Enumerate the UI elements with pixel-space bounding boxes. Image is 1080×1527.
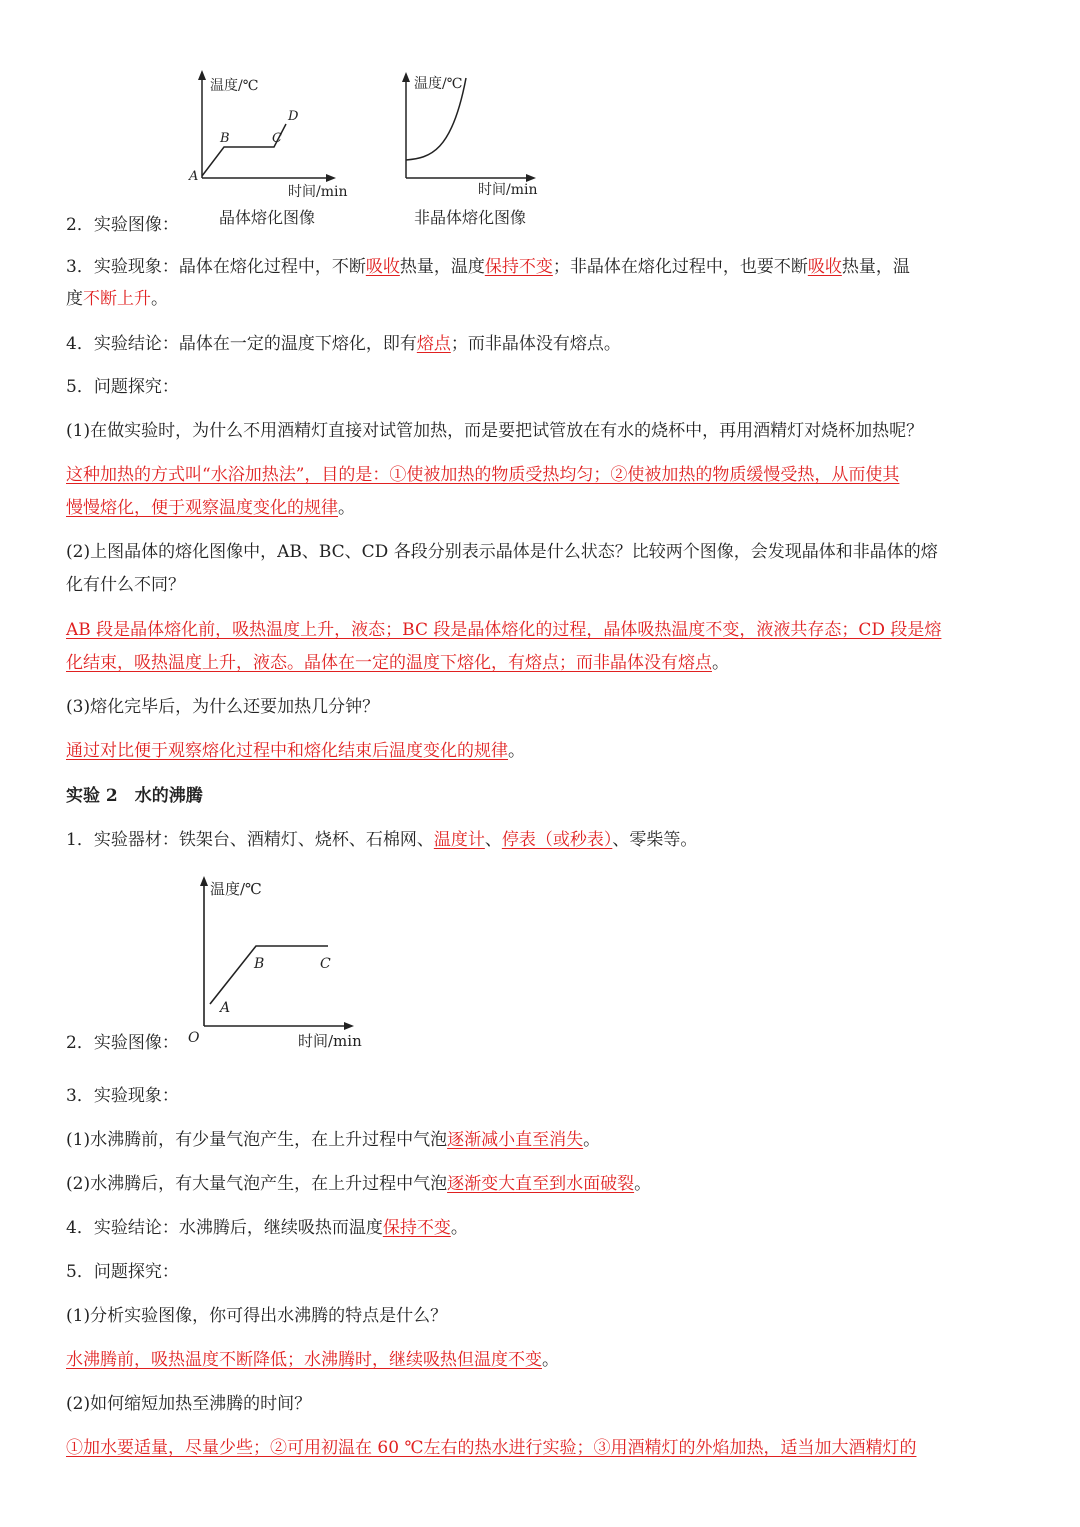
s2-item3: 3．实验现象： (66, 1086, 179, 1106)
boiling-origin: O (188, 1030, 200, 1046)
answer-thermometer: 温度计 (433, 830, 485, 850)
crystal-caption: 晶体熔化图像 (219, 208, 316, 227)
noncrystal-xlabel: 时间/min (478, 182, 538, 198)
s2-item2: 2．实验图像： (66, 1033, 179, 1053)
s2-a1: 水沸腾前，吸热温度不断降低；水沸腾时，继续吸热但温度不变。 (66, 1350, 559, 1370)
answer-keep-constant: 保持不变 (484, 257, 553, 277)
s1-a2-line2: 化结束，吸热温度上升，液态。晶体在一定的温度下熔化，有熔点；而非晶体没有熔点。 (66, 653, 729, 673)
boiling-point-c: C (320, 956, 331, 972)
s2-q2: (2)如何缩短加热至沸腾的时间？ (66, 1394, 312, 1414)
s2-p2: (2)水沸腾后，有大量气泡产生，在上升过程中气泡逐渐变大直至到水面破裂。 (66, 1174, 652, 1194)
noncrystal-ylabel: 温度/℃ (414, 76, 463, 92)
s1-q2-line2: 化有什么不同？ (66, 575, 185, 595)
s1-item3-line2: 度不断上升。 (66, 289, 168, 309)
point-b: B (220, 131, 230, 146)
s1-a2-line1: AB 段是晶体熔化前，吸热温度上升，液态；BC 段是晶体熔化的过程，晶体吸热温度不变，液液共存态；CD 段是熔 (66, 620, 942, 640)
s2-item5: 5．问题探究： (66, 1262, 179, 1282)
s1-item5: 5．问题探究： (66, 377, 179, 397)
s2-q1: (1)分析实验图像，你可得出水沸腾的特点是什么？ (66, 1306, 448, 1326)
boiling-point-b: B (254, 956, 265, 972)
s1-q3: (3)熔化完毕后，为什么还要加热几分钟？ (66, 697, 380, 717)
crystal-ylabel: 温度/℃ (210, 78, 259, 94)
s2-item1: 1．实验器材：铁架台、酒精灯、烧杯、石棉网、温度计、停表（或秒表）、零柴等。 (66, 830, 698, 850)
boiling-point-a: A (220, 1000, 231, 1016)
noncrystal-caption: 非晶体熔化图像 (414, 208, 527, 227)
answer-absorb-1: 吸收 (365, 257, 400, 277)
point-c: C (272, 131, 282, 146)
boiling-graph (180, 870, 380, 1055)
s1-item4: 4．实验结论：晶体在一定的温度下熔化，即有熔点；而非晶体没有熔点。 (66, 334, 621, 354)
s1-a1-line2: 慢慢熔化，便于观察温度变化的规律。 (66, 498, 355, 518)
s1-q2-line1: (2)上图晶体的熔化图像中，AB、BC、CD 各段分别表示晶体是什么状态？比较两个图像，会发现晶体和非晶体的熔 (66, 542, 938, 562)
crystal-xlabel: 时间/min (288, 184, 348, 200)
s2-a2: ①加水要适量，尽量少些；②可用初温在 60 ℃左右的热水进行实验；③用酒精灯的外焰加热，适当加大酒精灯的 (66, 1438, 917, 1458)
s1-item3-line1: 3．实验现象：晶体在熔化过程中，不断吸收热量，温度保持不变；非晶体在熔化过程中，也要不断吸收热量，温 (66, 257, 910, 277)
s1-q1: (1)在做实验时，为什么不用酒精灯直接对试管加热，而是要把试管放在有水的烧杯中，再用酒精灯对烧杯加热呢？ (66, 421, 924, 441)
s2-p1: (1)水沸腾前，有少量气泡产生，在上升过程中气泡逐渐减小直至消失。 (66, 1130, 601, 1150)
answer-keep-rising: 不断上升 (83, 289, 151, 309)
s2-title: 实验 2 水的沸腾 (66, 786, 203, 806)
s1-a3: 通过对比便于观察熔化过程中和熔化结束后温度变化的规律。 (66, 741, 525, 761)
answer-stopwatch: 停表（或秒表） (501, 830, 613, 850)
s2-item4: 4．实验结论：水沸腾后，继续吸热而温度保持不变。 (66, 1218, 468, 1238)
s1-item2: 2．实验图像： (66, 215, 179, 235)
answer-absorb-2: 吸收 (807, 257, 842, 277)
noncrystal-melting-graph (390, 66, 550, 206)
point-d: D (288, 109, 299, 124)
boiling-ylabel: 温度/℃ (210, 880, 262, 898)
crystal-melting-graph (180, 66, 370, 206)
boiling-xlabel: 时间/min (298, 1032, 362, 1050)
answer-melting-point: 熔点 (416, 334, 451, 354)
s1-a1-line1: 这种加热的方式叫“水浴加热法”，目的是：①使被加热的物质受热均匀；②使被加热的物质缓慢受热，从而使其 (66, 465, 900, 485)
point-a: A (189, 169, 199, 184)
